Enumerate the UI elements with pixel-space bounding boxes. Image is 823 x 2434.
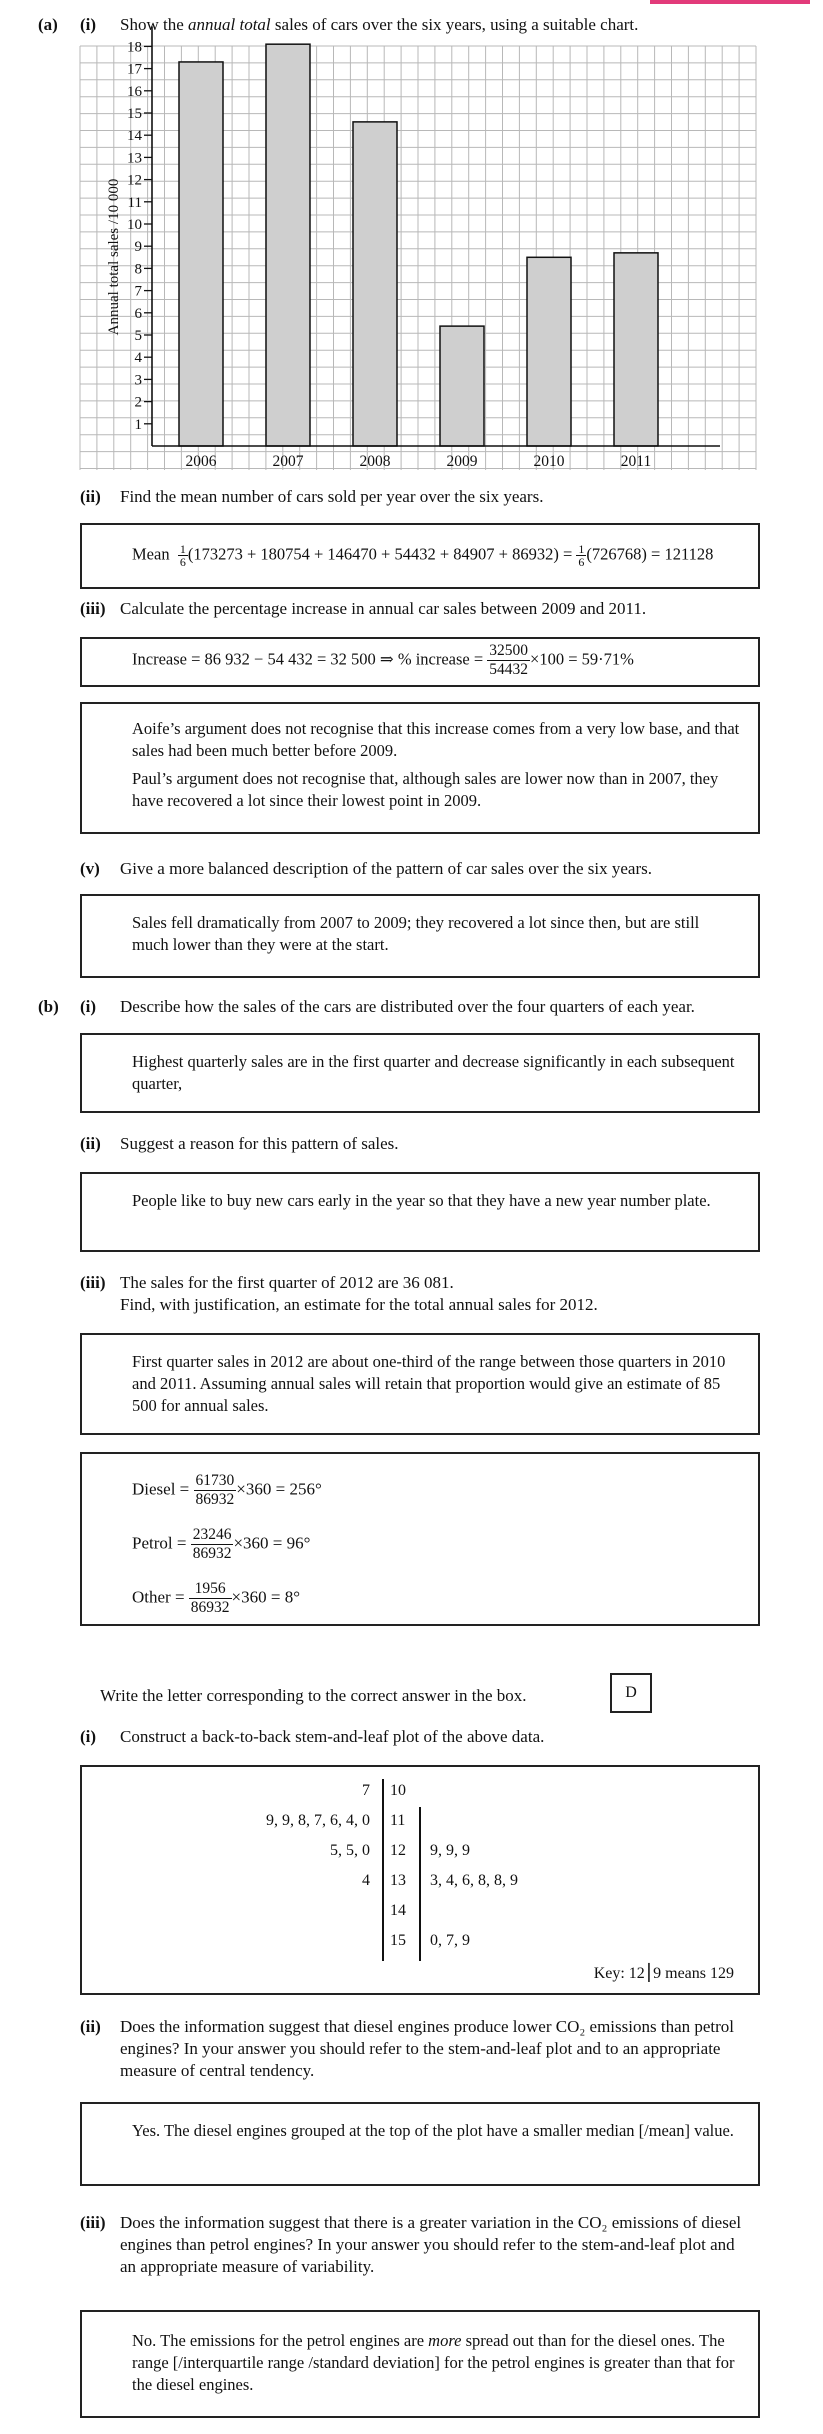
b-iii-question-1: The sales for the first quarter of 2012 are 36 081. bbox=[120, 1273, 454, 1292]
y-axis-label: Annual total sales /10 000 bbox=[106, 178, 122, 336]
y-tick-label: 13 bbox=[127, 150, 142, 167]
y-tick-label: 2 bbox=[134, 394, 142, 411]
a-iv-answer-box bbox=[80, 702, 760, 834]
b-ii-number: (ii) bbox=[80, 1134, 101, 1153]
c-iii-answer-box bbox=[80, 2310, 760, 2418]
a-iii-number: (iii) bbox=[80, 599, 106, 618]
stem-divider-right bbox=[419, 1807, 421, 1961]
a-iv-answer-aoife: Aoife’s argument does not recognise that this increase comes from a very low base, and that sales had been much better before 2009. bbox=[132, 719, 740, 760]
b-iii-number: (iii) bbox=[80, 1273, 106, 1292]
stem-leaf-right-leaves: 0, 7, 9 bbox=[430, 1932, 470, 1949]
b-iii-answer-box bbox=[80, 1333, 760, 1435]
c-ii-number: (ii) bbox=[80, 2017, 101, 2036]
a-i-number: (i) bbox=[80, 15, 97, 34]
c-i-question: Construct a back-to-back stem-and-leaf plot of the above data. bbox=[120, 1727, 545, 1746]
a-ii-number: (ii) bbox=[80, 487, 101, 506]
stem-leaf-right-leaves: 3, 4, 6, 8, 8, 9 bbox=[430, 1872, 518, 1889]
stem-leaf-left-leaves: 5, 5, 0 bbox=[330, 1842, 370, 1859]
stem-leaf-stem: 12 bbox=[390, 1842, 406, 1859]
stem-divider-left bbox=[382, 1779, 384, 1961]
x-tick-label: 2011 bbox=[620, 453, 652, 470]
y-tick-label: 1 bbox=[134, 416, 142, 433]
y-tick-label: 7 bbox=[134, 283, 142, 300]
part-a-label: (a) bbox=[38, 15, 58, 34]
y-tick-label: 11 bbox=[127, 194, 142, 211]
c-iii-question: Does the information suggest that there is a greater variation in the CO₂ emissions of diesel engines than petrol engines? In your answer you should refer to the stem-and-leaf plot and an appropriate measure of variability. bbox=[120, 2213, 742, 2276]
a-ii-answer-box: Mean $\frac{1}{6}$ (173273 + 180754 + 146470 + 54432 + 84907 + 86932) = $\frac{1}{6}$ (726768) = 121128 bbox=[80, 523, 760, 589]
letter-instruction: Write the letter corresponding to the correct answer in the box. bbox=[100, 1686, 527, 1705]
bar-2010 bbox=[527, 257, 571, 446]
c-ii-answer: Yes. The diesel engines grouped at the top of the plot have a smaller median [/mean] value. bbox=[132, 2121, 734, 2140]
y-tick-label: 16 bbox=[127, 83, 142, 100]
y-tick-label: 14 bbox=[127, 128, 142, 145]
b-ii-answer-box bbox=[80, 1172, 760, 1252]
b-iii-answer: First quarter sales in 2012 are about one-third of the range between those quarters in 2010 and 2011. Assuming annual sales will retain that proportion would give an estimate of 85 500 for annual sales. bbox=[132, 1352, 726, 1415]
x-tick-label: 2006 bbox=[185, 453, 217, 470]
bar-chart bbox=[0, 0, 823, 480]
a-v-answer: Sales fell dramatically from 2007 to 2009; they recovered a lot since then, but are still much lower than they were at the start. bbox=[132, 913, 700, 954]
stem-leaf-right-leaves: 9, 9, 9 bbox=[430, 1842, 470, 1859]
stem-leaf-stem: 14 bbox=[390, 1902, 406, 1919]
stem-leaf-box bbox=[80, 1765, 760, 1995]
y-tick-label: 4 bbox=[134, 350, 142, 367]
y-tick-label: 12 bbox=[127, 172, 142, 189]
stem-leaf-stem: 11 bbox=[390, 1812, 406, 1829]
c-iii-number: (iii) bbox=[80, 2213, 106, 2232]
stem-leaf-left-leaves: 4 bbox=[362, 1872, 370, 1889]
y-tick-label: 8 bbox=[134, 261, 142, 278]
pie-row-diesel: Diesel = $\frac{61730}{86932}$ ×360 = 256° bbox=[132, 1472, 322, 1508]
y-tick-label: 9 bbox=[134, 239, 142, 256]
stem-leaf-stem: 10 bbox=[390, 1782, 406, 1799]
c-ii-question: Does the information suggest that diesel engines produce lower CO₂ emissions than petrol engines? In your answer you should refer to the stem-and-leaf plot and to an appropriate measure of central tendency. bbox=[120, 2017, 735, 2080]
y-tick-label: 17 bbox=[127, 61, 142, 78]
y-tick-label: 3 bbox=[134, 372, 142, 389]
x-tick-label: 2007 bbox=[272, 453, 304, 470]
a-i-question: Show the annual total sales of cars over the six years, using a suitable chart. bbox=[120, 15, 639, 34]
stem-leaf-stem: 13 bbox=[390, 1872, 406, 1889]
y-tick-label: 5 bbox=[134, 328, 142, 344]
a-iv-answer-paul: Paul’s argument does not recognise that, although sales are lower now than in 2007, they have recovered a lot since their lowest point in 2009. bbox=[132, 769, 719, 810]
bar-2011 bbox=[614, 253, 658, 446]
x-tick-label: 2009 bbox=[446, 453, 478, 470]
a-iii-answer-box: Increase = 86 932 − 54 432 = 32 500 ⇒ % increase = $\frac{32500}{54432}$ ×100 = 59·71% bbox=[80, 637, 760, 687]
a-iii-question: Calculate the percentage increase in annual car sales between 2009 and 2011. bbox=[120, 599, 647, 618]
pie-row-other: Other = $\frac{1956}{86932}$ ×360 = 8° bbox=[132, 1580, 301, 1616]
y-tick-label: 15 bbox=[127, 106, 142, 122]
bar-2008 bbox=[353, 122, 397, 446]
part-b-label: (b) bbox=[38, 997, 59, 1016]
pie-row-petrol: Petrol = $\frac{23246}{86932}$ ×360 = 96° bbox=[132, 1526, 311, 1562]
b-iii-question-2: Find, with justification, an estimate for the total annual sales for 2012. bbox=[120, 1295, 598, 1314]
letter-answer-box[interactable]: D bbox=[610, 1673, 652, 1713]
b-ii-question: Suggest a reason for this pattern of sales. bbox=[120, 1134, 399, 1153]
c-ii-answer-box bbox=[80, 2102, 760, 2186]
a-v-question: Give a more balanced description of the pattern of car sales over the six years. bbox=[120, 859, 652, 878]
a-v-number: (v) bbox=[80, 859, 100, 878]
c-iii-answer: No. The emissions for the petrol engines are more spread out than for the diesel ones. The range [/interquartile range /standard deviation] for the petrol engines is greater than that for the diesel engines. bbox=[132, 2331, 735, 2394]
b-i-question: Describe how the sales of the cars are distributed over the four quarters of each year. bbox=[120, 997, 695, 1016]
bar-2006 bbox=[179, 62, 223, 446]
x-tick-label: 2010 bbox=[533, 453, 565, 470]
b-ii-answer: People like to buy new cars early in the year so that they have a new year number plate. bbox=[132, 1191, 711, 1210]
stem-leaf-left-leaves: 7 bbox=[362, 1782, 370, 1799]
stem-leaf-left-leaves: 9, 9, 8, 7, 6, 4, 0 bbox=[266, 1812, 370, 1829]
c-i-number: (i) bbox=[80, 1727, 97, 1746]
bar-2007 bbox=[266, 44, 310, 446]
a-ii-question: Find the mean number of cars sold per year over the six years. bbox=[120, 487, 544, 506]
a-v-answer-box bbox=[80, 894, 760, 978]
y-tick-label: 6 bbox=[134, 305, 142, 322]
stem-leaf-stem: 15 bbox=[390, 1932, 406, 1949]
x-tick-label: 2008 bbox=[359, 453, 391, 470]
y-tick-label: 18 bbox=[127, 39, 142, 56]
bar-2009 bbox=[440, 326, 484, 446]
b-i-number: (i) bbox=[80, 997, 97, 1016]
y-tick-label: 10 bbox=[127, 217, 142, 233]
pie-angles-box bbox=[80, 1452, 760, 1626]
stem-leaf-key: Key: 12⎮9 means 129 bbox=[593, 1965, 734, 1982]
b-i-answer: Highest quarterly sales are in the first quarter and decrease significantly in each subsequent quarter, bbox=[132, 1052, 735, 1093]
b-i-answer-box bbox=[80, 1033, 760, 1113]
